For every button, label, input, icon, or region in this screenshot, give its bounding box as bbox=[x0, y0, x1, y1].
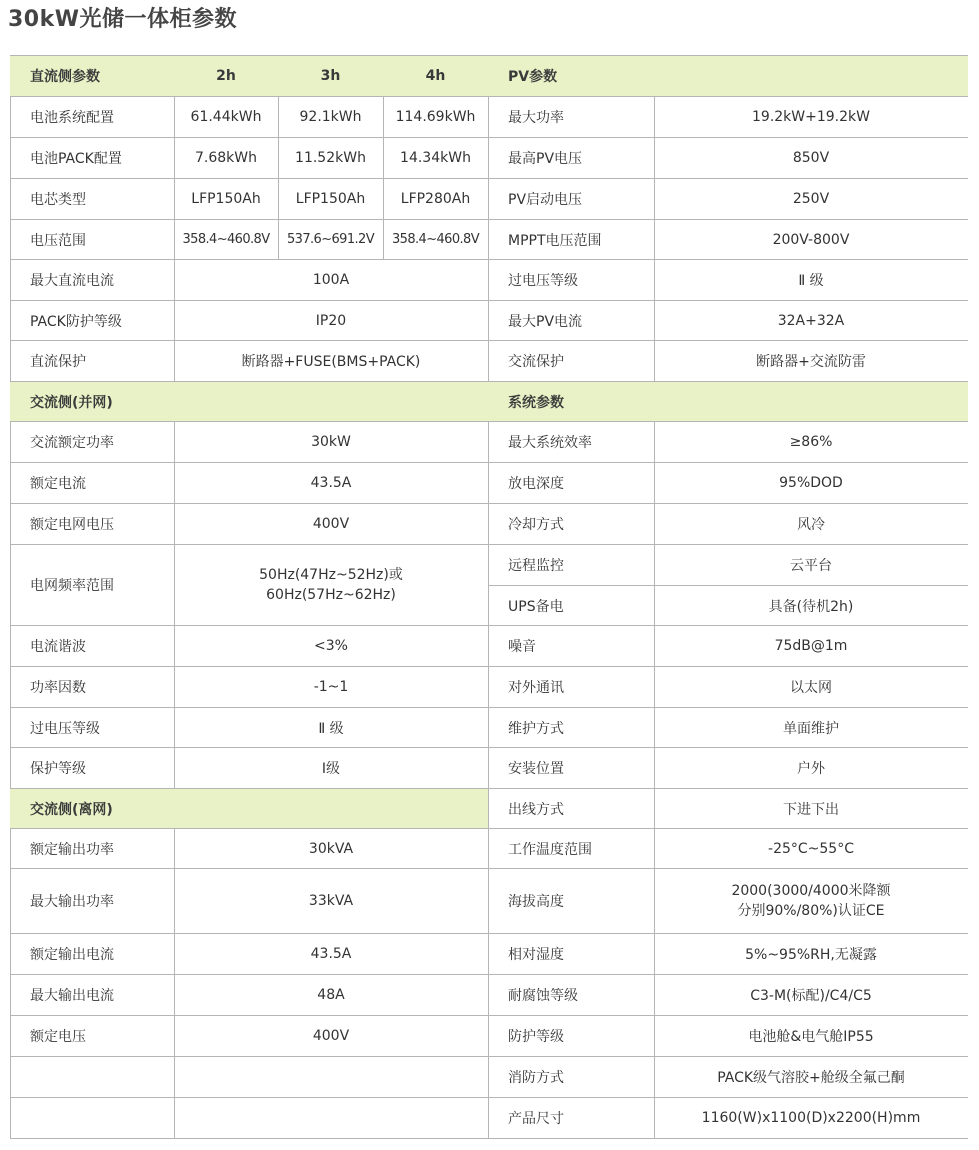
param-label: 工作温度范围 bbox=[488, 829, 654, 869]
param-label: 功率因数 bbox=[10, 667, 174, 708]
section-header-pv: PV参数 bbox=[488, 56, 968, 97]
param-value: 100A bbox=[174, 260, 488, 301]
param-label: 最大PV电流 bbox=[488, 301, 654, 341]
section-header-ac-offgrid: 交流侧(离网) bbox=[10, 789, 488, 829]
param-label: 保护等级 bbox=[10, 748, 174, 789]
param-label: 出线方式 bbox=[488, 789, 654, 829]
param-label: 电芯类型 bbox=[10, 179, 174, 220]
section-header-ac-grid: 交流侧(并网) bbox=[10, 382, 488, 422]
param-value: 具备(待机2h) bbox=[654, 586, 968, 626]
param-label: 额定输出功率 bbox=[10, 829, 174, 869]
param-label: 安装位置 bbox=[488, 748, 654, 789]
param-label: UPS备电 bbox=[488, 586, 654, 626]
param-value: 5%~95%RH,无凝露 bbox=[654, 934, 968, 975]
param-value: 2000(3000/4000米降额 分别90%/80%)认证CE bbox=[654, 869, 968, 934]
param-value-3h: LFP150Ah bbox=[278, 179, 383, 220]
param-value-4h: 14.34kWh bbox=[383, 138, 488, 179]
param-value: -25°C~55°C bbox=[654, 829, 968, 869]
param-value: 32A+32A bbox=[654, 301, 968, 341]
param-label: 对外通讯 bbox=[488, 667, 654, 708]
param-label: 电网频率范围 bbox=[10, 545, 174, 626]
param-value: IP20 bbox=[174, 301, 488, 341]
param-label: 电池PACK配置 bbox=[10, 138, 174, 179]
param-label: PACK防护等级 bbox=[10, 301, 174, 341]
param-value-4h: LFP280Ah bbox=[383, 179, 488, 220]
param-label: 相对湿度 bbox=[488, 934, 654, 975]
column-header-4h: 4h bbox=[383, 56, 488, 97]
column-header-2h: 2h bbox=[174, 56, 278, 97]
param-label: PV启动电压 bbox=[488, 179, 654, 220]
param-label: 最大功率 bbox=[488, 97, 654, 138]
param-value: 43.5A bbox=[174, 934, 488, 975]
param-value: 50Hz(47Hz~52Hz)或 60Hz(57Hz~62Hz) bbox=[174, 545, 488, 626]
param-label: 最大输出功率 bbox=[10, 869, 174, 934]
param-value: 33kVA bbox=[174, 869, 488, 934]
param-label: 额定电压 bbox=[10, 1016, 174, 1057]
param-value-2h: 61.44kWh bbox=[174, 97, 278, 138]
param-label: 交流额定功率 bbox=[10, 422, 174, 463]
param-value: 断路器+交流防雷 bbox=[654, 341, 968, 382]
param-label: 电池系统配置 bbox=[10, 97, 174, 138]
param-value-3h: 92.1kWh bbox=[278, 97, 383, 138]
param-label: 放电深度 bbox=[488, 463, 654, 504]
param-value-2h: 7.68kWh bbox=[174, 138, 278, 179]
param-value: 电池舱&电气舱IP55 bbox=[654, 1016, 968, 1057]
param-value-4h: 358.4~460.8V bbox=[383, 220, 488, 260]
param-value: <3% bbox=[174, 626, 488, 667]
column-header-3h: 3h bbox=[278, 56, 383, 97]
param-value: 200V-800V bbox=[654, 220, 968, 260]
param-label: 额定电流 bbox=[10, 463, 174, 504]
param-value: 43.5A bbox=[174, 463, 488, 504]
param-label: 过电压等级 bbox=[488, 260, 654, 301]
param-label: 交流保护 bbox=[488, 341, 654, 382]
param-value: 下进下出 bbox=[654, 789, 968, 829]
param-value: 400V bbox=[174, 1016, 488, 1057]
param-label: 远程监控 bbox=[488, 545, 654, 586]
empty-cell bbox=[174, 1057, 488, 1098]
param-value: Ⅱ 级 bbox=[174, 708, 488, 748]
param-value: 断路器+FUSE(BMS+PACK) bbox=[174, 341, 488, 382]
section-header-dc: 直流侧参数 bbox=[10, 56, 174, 97]
param-label: 电流谐波 bbox=[10, 626, 174, 667]
spec-table bbox=[10, 55, 968, 1139]
param-value-2h: 358.4~460.8V bbox=[174, 220, 278, 260]
param-label: 最大系统效率 bbox=[488, 422, 654, 463]
param-value: 以太网 bbox=[654, 667, 968, 708]
param-value: 30kVA bbox=[174, 829, 488, 869]
param-value: C3-M(标配)/C4/C5 bbox=[654, 975, 968, 1016]
empty-cell bbox=[174, 1098, 488, 1139]
param-value: 48A bbox=[174, 975, 488, 1016]
param-value-2h: LFP150Ah bbox=[174, 179, 278, 220]
param-label: 过电压等级 bbox=[10, 708, 174, 748]
section-header-system: 系统参数 bbox=[488, 382, 968, 422]
param-value: -1~1 bbox=[174, 667, 488, 708]
empty-cell bbox=[10, 1098, 174, 1139]
empty-cell bbox=[10, 1057, 174, 1098]
param-label: 额定输出电流 bbox=[10, 934, 174, 975]
param-label: 最高PV电压 bbox=[488, 138, 654, 179]
param-value: 95%DOD bbox=[654, 463, 968, 504]
param-label: 产品尺寸 bbox=[488, 1098, 654, 1139]
param-label: 电压范围 bbox=[10, 220, 174, 260]
param-value: 250V bbox=[654, 179, 968, 220]
param-value: I级 bbox=[174, 748, 488, 789]
param-value: PACK级气溶胶+舱级全氟己酮 bbox=[654, 1057, 968, 1098]
param-label: 消防方式 bbox=[488, 1057, 654, 1098]
param-label: 耐腐蚀等级 bbox=[488, 975, 654, 1016]
param-label: 直流保护 bbox=[10, 341, 174, 382]
param-label: 冷却方式 bbox=[488, 504, 654, 545]
param-label: 防护等级 bbox=[488, 1016, 654, 1057]
param-value: Ⅱ 级 bbox=[654, 260, 968, 301]
param-label: 额定电网电压 bbox=[10, 504, 174, 545]
param-label: 最大输出电流 bbox=[10, 975, 174, 1016]
param-value: ≥86% bbox=[654, 422, 968, 463]
param-value: 1160(W)x1100(D)x2200(H)mm bbox=[654, 1098, 968, 1139]
param-label: MPPT电压范围 bbox=[488, 220, 654, 260]
param-value: 75dB@1m bbox=[654, 626, 968, 667]
param-value: 400V bbox=[174, 504, 488, 545]
param-value-4h: 114.69kWh bbox=[383, 97, 488, 138]
param-value-3h: 537.6~691.2V bbox=[278, 220, 383, 260]
param-value: 云平台 bbox=[654, 545, 968, 586]
param-value: 30kW bbox=[174, 422, 488, 463]
param-value: 850V bbox=[654, 138, 968, 179]
param-value: 单面维护 bbox=[654, 708, 968, 748]
param-value: 户外 bbox=[654, 748, 968, 789]
param-label: 海拔高度 bbox=[488, 869, 654, 934]
param-label: 最大直流电流 bbox=[10, 260, 174, 301]
param-value-3h: 11.52kWh bbox=[278, 138, 383, 179]
page-title: 30kW光储一体柜参数 bbox=[8, 7, 238, 32]
param-value: 风冷 bbox=[654, 504, 968, 545]
param-label: 维护方式 bbox=[488, 708, 654, 748]
param-value: 19.2kW+19.2kW bbox=[654, 97, 968, 138]
param-label: 噪音 bbox=[488, 626, 654, 667]
